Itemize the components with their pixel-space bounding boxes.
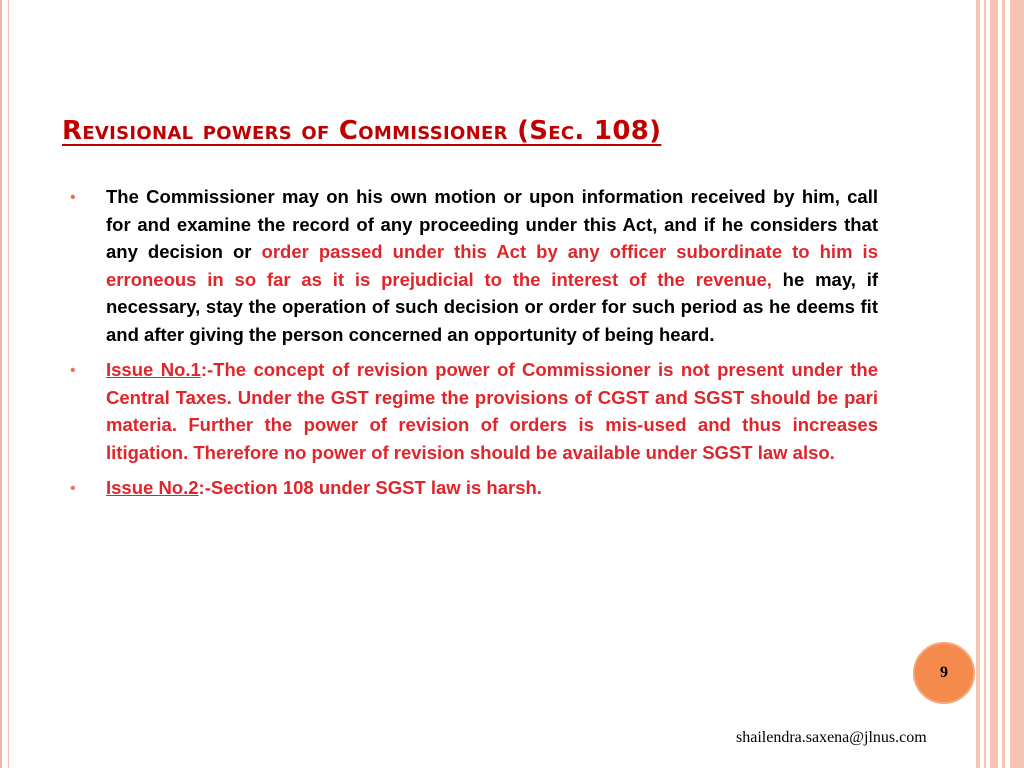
bullet-highlight-text: order passed under this Act by any officer subordinate to him is erroneous in so far as it is prejudicial to the interest of the revenue,	[106, 241, 878, 290]
stripe-4	[1002, 0, 1005, 768]
bullet-item-issue-2	[70, 474, 878, 502]
page-number: 9	[940, 664, 948, 681]
bullet-text	[106, 356, 878, 466]
page-number-badge	[913, 642, 975, 704]
slide-title: Revisional powers of Commissioner (Sec. 108)	[62, 116, 662, 146]
bullet-item-commissioner-powers	[70, 183, 878, 348]
bullet-marker: •	[70, 480, 76, 497]
issue-text: :-The concept of revision power of Commissioner is not present under the Central Taxes. Under the GST regime the provisions of CGST and SGST should be pari materia. Further the power of revision of orders is mis-used and thus increases litigation. Therefore no power of revision should be available under SGST law also.	[106, 359, 878, 463]
stripe-2	[984, 0, 986, 768]
issue-label: Issue No.1	[106, 359, 201, 380]
footer-email: shailendra.saxena@jlnus.com	[736, 729, 927, 746]
bullet-text	[106, 474, 878, 502]
bullet-list	[70, 183, 878, 510]
issue-text: :-Section 108 under SGST law is harsh.	[198, 477, 542, 498]
slide-left-border	[0, 0, 12, 768]
bullet-marker: •	[70, 189, 76, 206]
bullet-marker: •	[70, 362, 76, 379]
bullet-tail-text: he may, if necessary, stay the operation of such decision or order for such period as he deems fit and after giving the person concerned an opportunity of being heard.	[106, 268, 878, 345]
stripe-3	[990, 0, 998, 768]
bullet-item-issue-1	[70, 356, 878, 466]
issue-label: Issue No.2	[106, 477, 199, 498]
bullet-text	[106, 183, 878, 348]
stripe-5	[1010, 0, 1024, 768]
bullet-lead-text: The Commissioner may on his own motion or upon information received by him, call for and examine the record of any proceeding under this Act, and if he considers that any decision or	[106, 186, 878, 262]
slide-right-stripes	[974, 0, 1024, 768]
stripe-1	[976, 0, 980, 768]
